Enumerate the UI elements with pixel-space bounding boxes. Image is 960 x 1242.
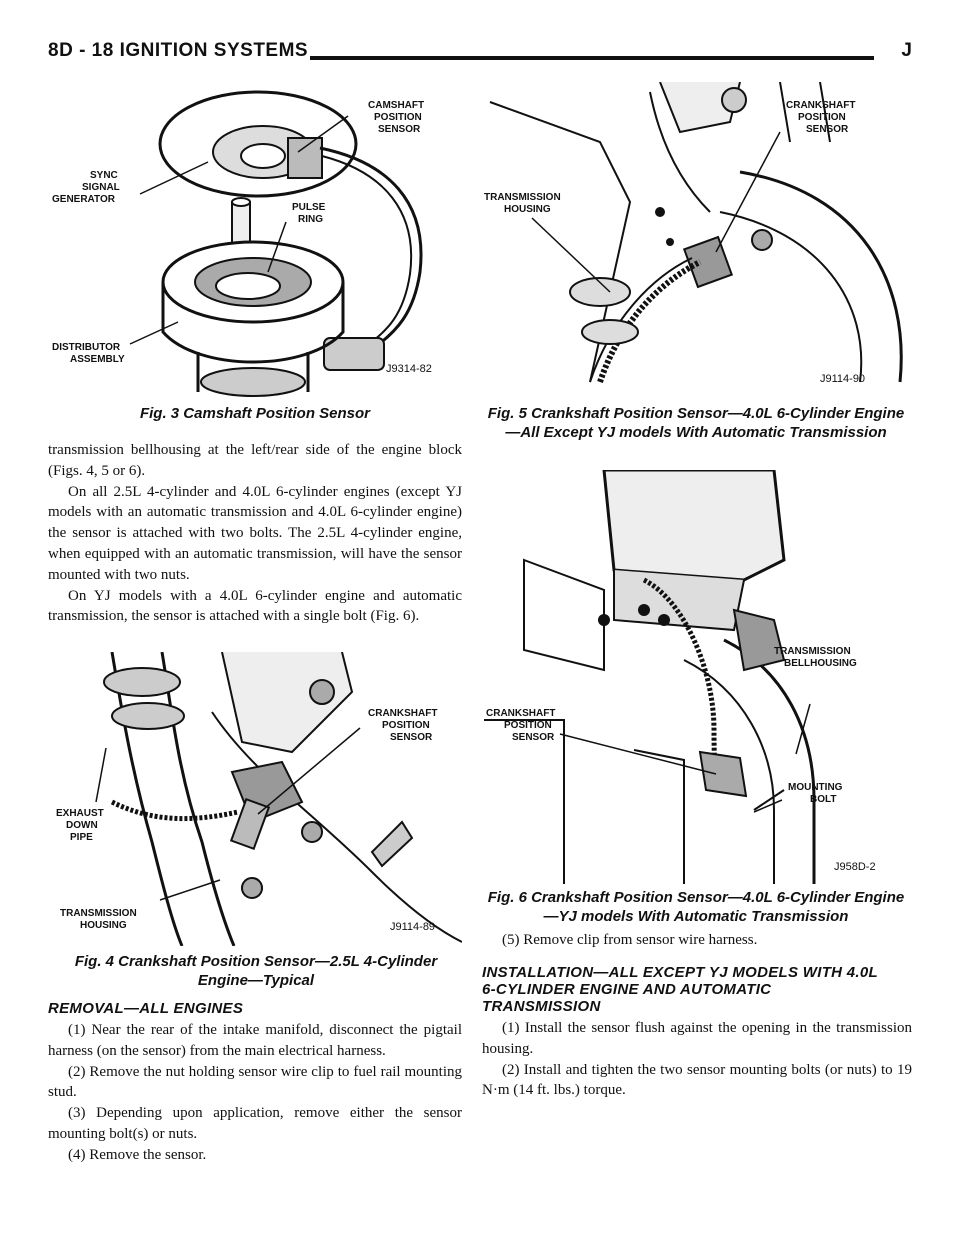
- fig3-caption: Fig. 3 Camshaft Position Sensor: [139, 405, 371, 422]
- fig6-label-crankshaft-2: POSITION: [504, 720, 552, 731]
- fig3-label-distributor-2: ASSEMBLY: [70, 354, 125, 365]
- fig3-label-camshaft-2: POSITION: [374, 112, 422, 123]
- fig4-caption: Fig. 4 Crankshaft Position Sensor—2.5L 4-Cylinder Engine—Typical: [74, 953, 438, 989]
- page-header: [48, 40, 914, 70]
- fig3-label-pulse-2: RING: [298, 214, 323, 225]
- left-paragraph-3: On YJ models with a 4.0L 6-cylinder engine and automatic transmission, the sensor is attached with a single bolt (Fig. 6).: [48, 587, 462, 625]
- header-rule: [310, 56, 874, 60]
- right-step-5: [482, 930, 912, 951]
- fig4-label-housing-2: HOUSING: [80, 920, 127, 931]
- fig5-label-housing-1: TRANSMISSION: [484, 192, 561, 203]
- fig3-code: J9314-82: [386, 363, 432, 375]
- fig3-label-camshaft-3: SENSOR: [378, 124, 421, 135]
- removal-step-1: (1) Near the rear of the intake manifold, disconnect the pigtail harness (on the sensor) from the main electrical harness.: [48, 1022, 462, 1059]
- removal-steps: [48, 1020, 462, 1166]
- fig3-label-camshaft-1: CAMSHAFT: [368, 100, 425, 111]
- left-text-block: [48, 440, 462, 627]
- fig5-illustration: [480, 82, 912, 400]
- fig6-label-bolt-2: BOLT: [810, 794, 837, 805]
- fig4-illustration: [52, 652, 462, 946]
- fig5-label-housing-2: HOUSING: [504, 204, 551, 215]
- fig5-code: J9114-90: [820, 373, 866, 385]
- fig5-label-crankshaft-1: CRANKSHAFT: [786, 100, 856, 111]
- fig5-label-crankshaft-2: POSITION: [798, 112, 846, 123]
- installation-step-2: (2) Install and tighten the two sensor mounting bolts (or nuts) to 19 N·m (14 ft. lbs.) torque.: [482, 1061, 912, 1099]
- header-title: 8D - 18 IGNITION SYSTEMS: [48, 40, 309, 61]
- fig6-code: J958D-2: [834, 861, 876, 873]
- installation-heading: INSTALLATION—ALL EXCEPT YJ MODELS WITH 4.0L 6-CYLINDER ENGINE AND AUTOMATIC TRANSMISSION: [482, 964, 878, 1015]
- removal-step-2: (2) Remove the nut holding sensor wire clip to fuel rail mounting stud.: [48, 1063, 462, 1101]
- removal-heading: REMOVAL—ALL ENGINES: [48, 1000, 244, 1017]
- fig6-label-bellhousing-2: BELLHOUSING: [784, 658, 857, 669]
- fig6-illustration: [484, 470, 912, 884]
- fig3-label-sync-3: GENERATOR: [52, 194, 115, 205]
- fig4-label-exhaust-3: PIPE: [70, 832, 93, 843]
- installation-step-1: (1) Install the sensor flush against the opening in the transmission housing.: [482, 1020, 912, 1057]
- fig5-drawing: [480, 82, 912, 400]
- fig4-drawing: [52, 652, 462, 946]
- fig3-label-sync-1: SYNC: [90, 170, 118, 181]
- fig5-caption: Fig. 5 Crankshaft Position Sensor—4.0L 6-Cylinder Engine—All Except YJ models With Automatic Transmission: [487, 405, 905, 441]
- fig6-caption: Fig. 6 Crankshaft Position Sensor—4.0L 6-Cylinder Engine—YJ models With Automatic Transmission: [487, 889, 905, 925]
- fig4-label-exhaust-2: DOWN: [66, 820, 98, 831]
- installation-steps: [482, 1018, 912, 1101]
- left-paragraph-1: transmission bellhousing at the left/rear side of the engine block (Figs. 4, 5 or 6).: [48, 442, 462, 479]
- fig6-drawing: [484, 470, 912, 884]
- fig4-label-crankshaft-1: CRANKSHAFT: [368, 708, 438, 719]
- removal-step-3: (3) Depending upon application, remove either the sensor mounting bolt(s) or nuts.: [48, 1105, 462, 1142]
- fig6-label-crankshaft-1: CRANKSHAFT: [486, 708, 556, 719]
- fig5-label-crankshaft-3: SENSOR: [806, 124, 849, 135]
- fig6-label-crankshaft-3: SENSOR: [512, 732, 555, 743]
- fig3-label-pulse-1: PULSE: [292, 202, 326, 213]
- fig4-label-exhaust-1: EXHAUST: [56, 808, 104, 819]
- fig3-label-sync-2: SIGNAL: [82, 182, 120, 193]
- fig4-label-crankshaft-2: POSITION: [382, 720, 430, 731]
- fig6-label-bellhousing-1: TRANSMISSION: [774, 646, 851, 657]
- fig3-drawing: [48, 82, 460, 400]
- fig3-label-distributor-1: DISTRIBUTOR: [52, 342, 121, 353]
- left-paragraph-2: On all 2.5L 4-cylinder and 4.0L 6-cylinder engines (except YJ models with an automatic transmission and 4.0L 6-cylinder engine) the sensor is attached with two bolts. The 2.5L 4-cylinder engine, when equipped with an automatic transmission, will have the sensor mounted with two nuts.: [48, 483, 462, 583]
- fig4-label-housing-1: TRANSMISSION: [60, 908, 137, 919]
- fig6-label-bolt-1: MOUNTING: [788, 782, 843, 793]
- fig3-illustration: [48, 82, 460, 400]
- removal-step-4: (4) Remove the sensor.: [68, 1146, 207, 1163]
- fig4-code: J9114-89: [390, 921, 436, 933]
- removal-step-5: (5) Remove clip from sensor wire harness.: [502, 932, 758, 948]
- header-letter: J: [901, 40, 912, 61]
- fig4-label-crankshaft-3: SENSOR: [390, 732, 433, 743]
